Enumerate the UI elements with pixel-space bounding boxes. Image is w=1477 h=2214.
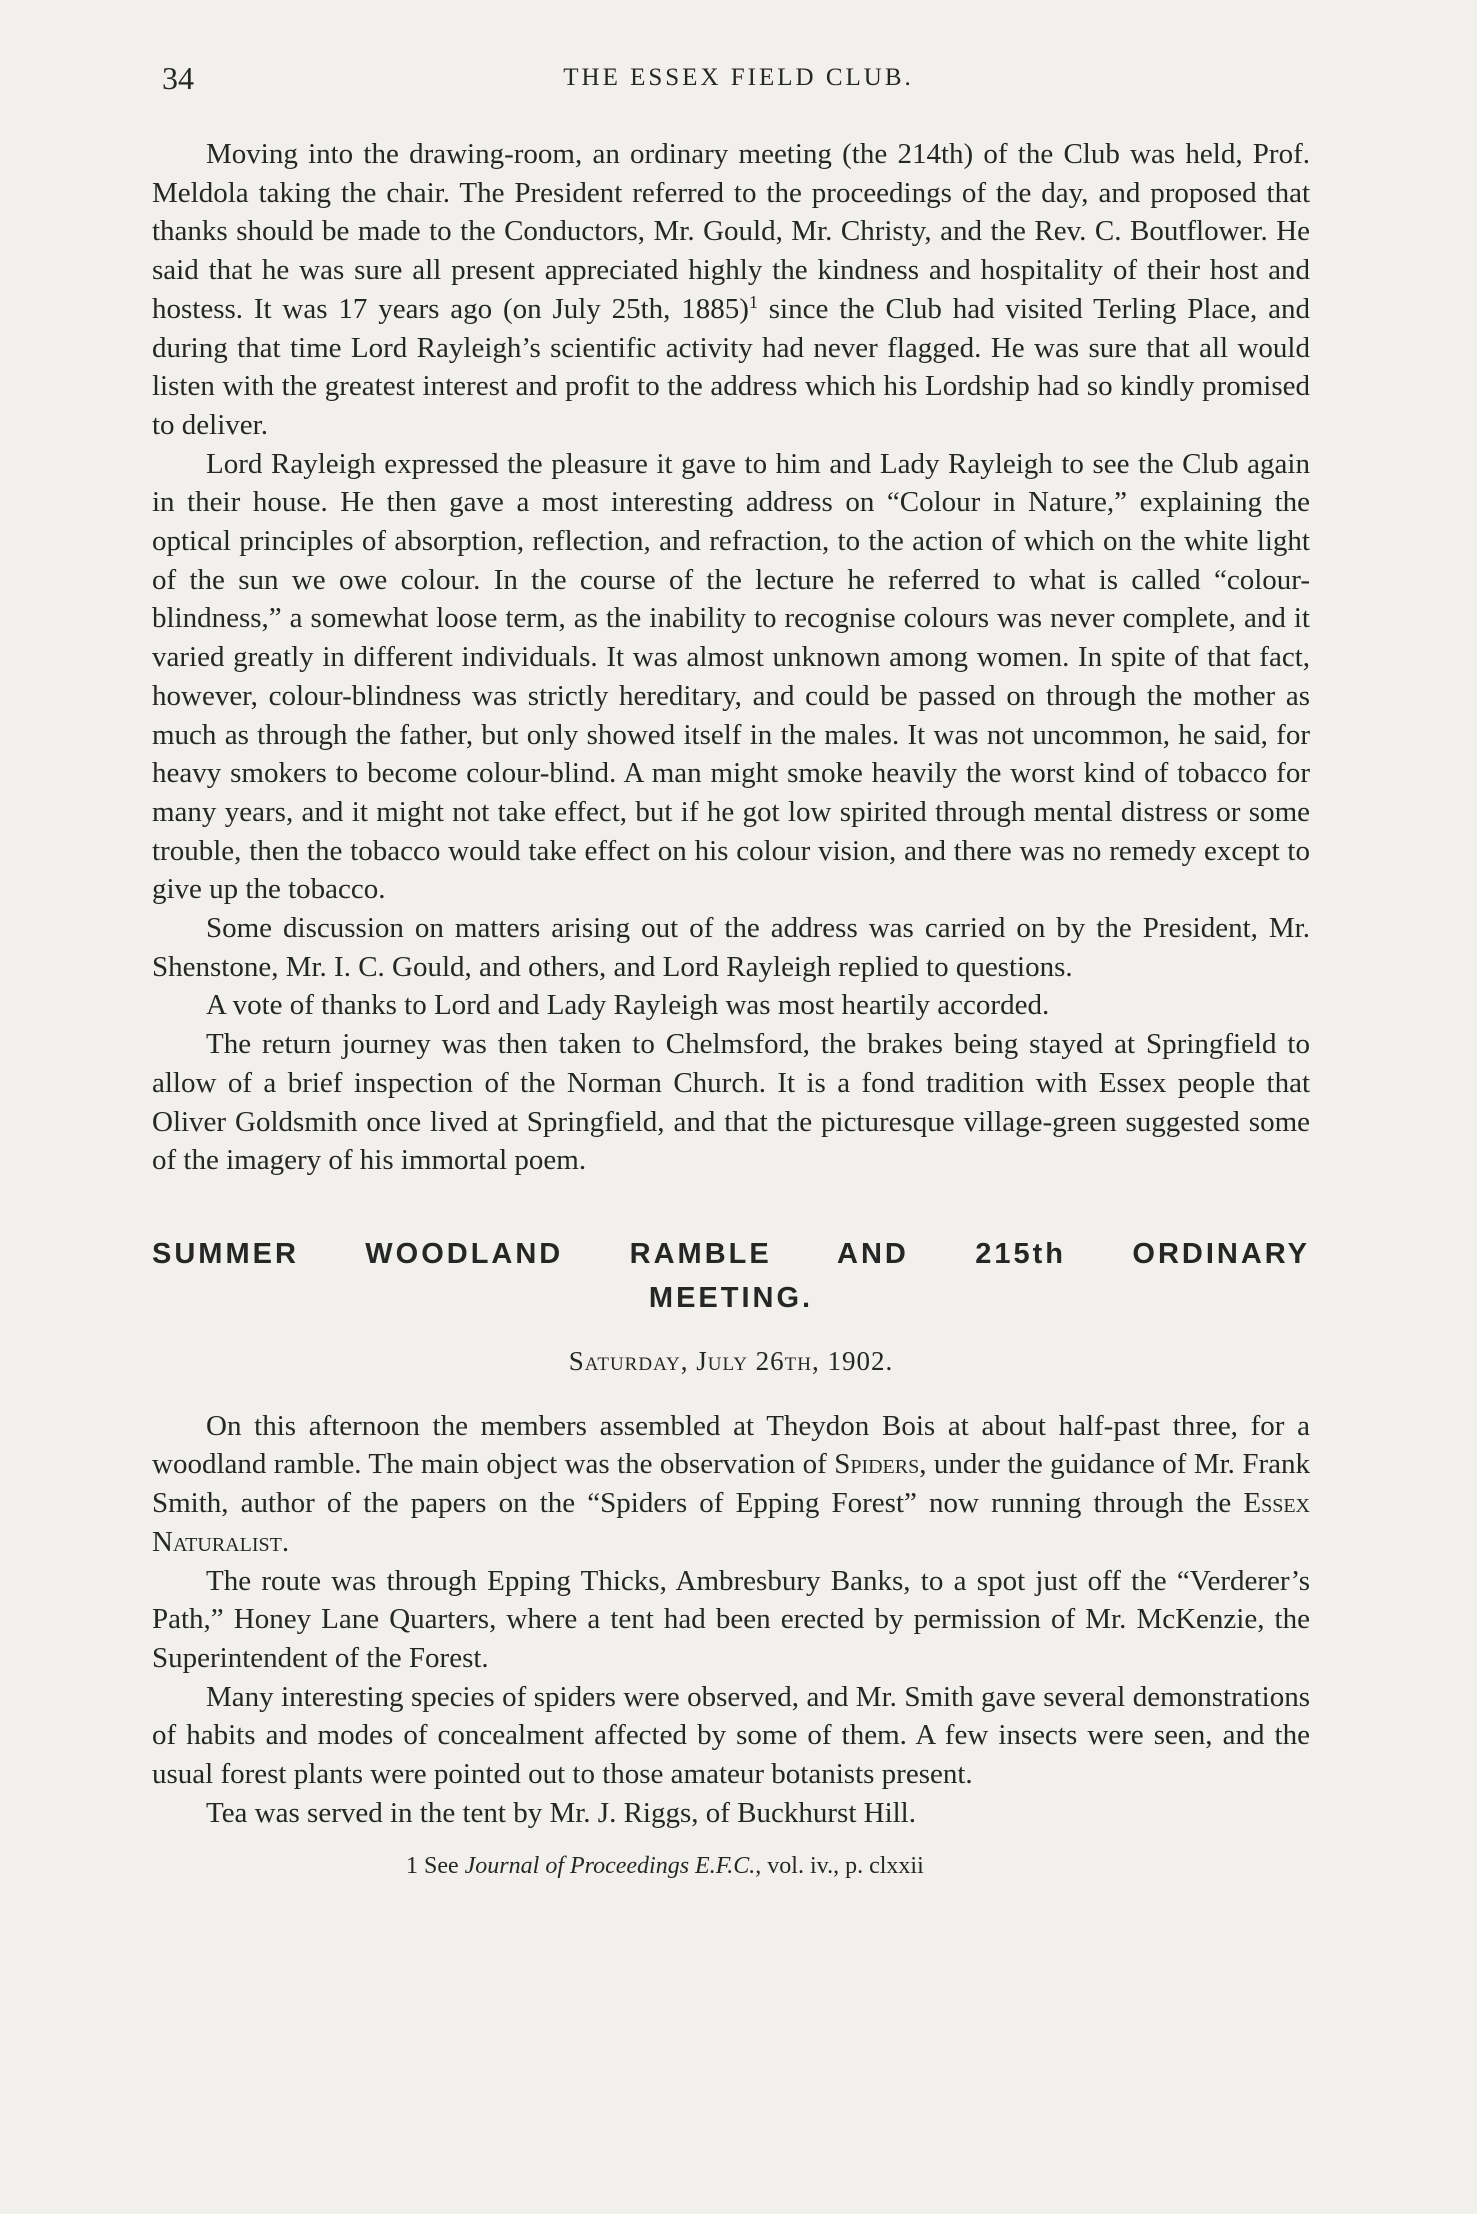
footnote-suffix: , vol. iv., p. clxxii [755, 1853, 924, 1880]
paragraph: A vote of thanks to Lord and Lady Rayleigh was most heartily accorded. [206, 989, 1050, 1022]
footnote-prefix: See [424, 1853, 465, 1880]
paragraph [152, 1407, 1310, 1562]
section-date: Saturday, July 26th, 1902. [568, 1345, 894, 1376]
paragraph-text: Moving into the drawing-room, an ordinary meeting (the 214th) of the Club was held, Prof. Meldola taking the chair. The President referred to the proceedings of the day, and proposed that thanks should be made to the Conductors, Mr. Gould, Mr. Christy, and the Rev. C. Boutflower. He said that he was sure all present appreciated highly the kindness and hospitality of their host and hostess. It was 17 years ago (on July 25th, 1885) [152, 138, 1310, 325]
paragraph: Lord Rayleigh expressed the pleasure it gave to him and Lady Rayleigh to see the Club again in their house. He then gave a most interesting address on “Colour in Nature,” explaining the optical principles of absorption, reflection, and refraction, to the action of which on the white light of the sun we owe colour. In the course of the lecture he referred to what is called “colour-blindness,” a somewhat loose term, as the inability to recognise colours was never complete, and it varied greatly in different individuals. It was almost unknown among women. In spite of that fact, however, colour-blindness was strictly hereditary, and could be passed on through the mother as much as through the father, but only showed itself in the males. It was not uncommon, he said, for heavy smokers to become colour-blind. A man might smoke heavily the worst kind of tobacco for many years, and it might not take effect, but if he got low spirited through mental distress or some trouble, then the tobacco would take effect on his colour vision, and there was no remedy except to give up the tobacco. [152, 447, 1310, 906]
paragraph-text: since the Club had visited Terling Place, and during that time Lord Rayleigh’s scientific activity had never flagged. He was sure that all would listen with the greatest interest and profit to the address which his Lordship had so kindly promised to deliver. [152, 292, 1310, 441]
section-heading-line: SUMMER WOODLAND RAMBLE AND 215th ORDINARY [152, 1237, 1310, 1270]
paragraph: Some discussion on matters arising out of the address was carried on by the President, Mr. Shenstone, Mr. I. C. Gould, and others, and Lord Rayleigh replied to questions. [152, 912, 1310, 983]
paragraph-text: . [281, 1525, 290, 1558]
footnote [152, 1850, 1310, 1882]
footnote-journal-title: Journal of Proceedings E.F.C. [464, 1853, 756, 1880]
page-number: 34 [162, 60, 194, 96]
section-heading-line: MEETING. [648, 1281, 814, 1314]
paragraph: The return journey was then taken to Chelmsford, the brakes being stayed at Springfield to allow of a brief inspection of the Norman Church. It is a fond tradition with Essex people that Oliver Goldsmith once lived at Springfield, and that the picturesque village-green suggested some of the imagery of his immortal poem. [152, 1028, 1310, 1177]
running-title: THE ESSEX FIELD CLUB. [563, 64, 914, 91]
paragraph [152, 135, 1310, 445]
footnote-number: 1 [406, 1853, 418, 1880]
section-heading [152, 1232, 1310, 1320]
paragraph: Many interesting species of spiders were observed, and Mr. Smith gave several demonstrations of habits and modes of concealment affected by some of them. A few insects were seen, and the usual forest plants were pointed out to those amateur botanists present. [152, 1680, 1310, 1791]
footnote-reference: 1 [748, 291, 758, 312]
paragraph: The route was through Epping Thicks, Ambresbury Banks, to a spot just off the “Verderer’s Path,” Honey Lane Quarters, where a tent had been erected by permission of Mr. McKenzie, the Superintendent of the Forest. [152, 1564, 1310, 1674]
paragraph: Tea was served in the tent by Mr. J. Riggs, of Buckhurst Hill. [206, 1796, 916, 1829]
small-caps-term: Spiders [834, 1448, 920, 1481]
paragraph-text: On this afternoon the members assembled at Theydon Bois at about half-past three, for a woodland ramble. The main object was the observation of [152, 1409, 1310, 1481]
paragraph-text: , under the guidance of Mr. Frank Smith, author of the papers on the “Spiders of Epping Forest” now running through the [152, 1448, 1310, 1520]
body-text [152, 135, 1310, 1882]
small-caps-term: Essex Naturalist [152, 1487, 1310, 1558]
